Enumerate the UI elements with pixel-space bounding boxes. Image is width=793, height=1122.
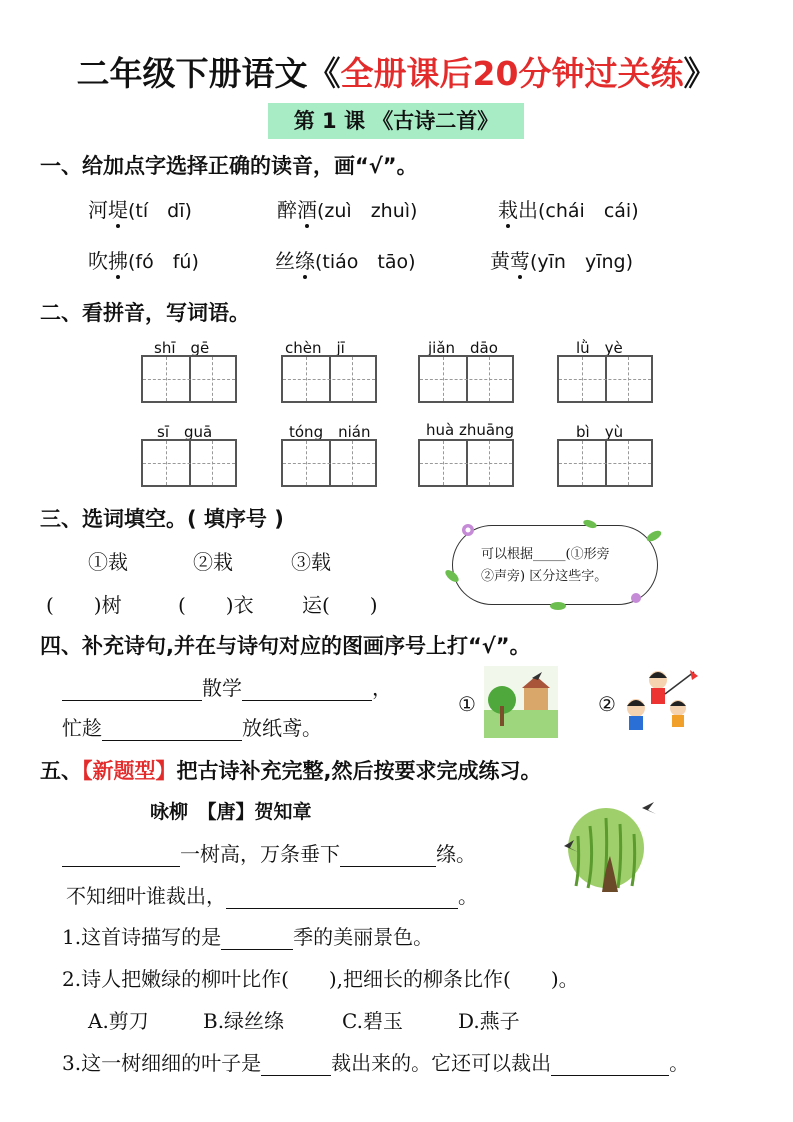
title-highlight: 全册课后20分钟过关练 (340, 54, 684, 93)
s3-blank-2[interactable]: ( )衣 (178, 593, 254, 617)
s1-item-4-options[interactable]: (fó fú) (128, 251, 199, 273)
question-2[interactable]: 2.诗人把嫩绿的柳叶比作( ),把细长的柳条比作( )。 (62, 967, 579, 991)
s4-line-2-end: 放纸鸢。 (242, 716, 322, 740)
section-5-heading (40, 755, 541, 785)
s2-pinyin-5: sī guā (157, 423, 213, 441)
s1-item-6-dotted: 莺 (510, 245, 530, 274)
s3-option-1: ①裁 (88, 550, 128, 574)
tip-line-1: 可以根据_____(①形旁 (481, 547, 610, 562)
s1-item-2-char: 醉 (277, 198, 297, 222)
s4-line-1-end: ， (372, 676, 392, 700)
question-3-mid: 裁出来的。它还可以裁出 (331, 1051, 552, 1075)
poem-blank-2[interactable] (340, 844, 436, 867)
s2-pinyin-8: bì yù (576, 423, 624, 441)
picture-1-school-scene-icon (484, 666, 558, 738)
s1-item-1 (88, 194, 192, 223)
s5-heading-prefix: 五、 (40, 759, 82, 783)
q2-option-d: D.燕子 (458, 1009, 520, 1033)
s2-pinyin-3: jiǎn dāo (428, 339, 498, 357)
question-1 (62, 921, 433, 950)
s1-item-4-char: 吹 (88, 249, 108, 273)
s4-line-1-text: 散学 (202, 676, 242, 700)
s2-grid-7[interactable] (418, 439, 514, 487)
poem-line-1-end: 绦。 (436, 842, 476, 866)
vine-decoration-icon (440, 518, 666, 612)
page-title (0, 48, 793, 95)
s1-item-4-dotted: 拂 (108, 245, 128, 274)
picture-2-kite-children-icon (620, 668, 698, 734)
s1-item-3-char: 出 (518, 198, 538, 222)
s1-item-2 (277, 194, 417, 223)
poem-line-1 (62, 838, 476, 867)
new-question-tag: 【新题型】 (82, 759, 177, 783)
poem-line-2-text: 不知细叶谁裁出， (66, 884, 226, 908)
willow-tree-icon (558, 796, 660, 894)
s2-pinyin-6: tóng nián (289, 423, 371, 441)
s4-blank-1[interactable] (62, 678, 202, 701)
s4-line-2 (62, 712, 322, 741)
s2-grid-3[interactable] (418, 355, 514, 403)
s2-grid-2[interactable] (281, 355, 377, 403)
question-1-text: 1.这首诗描写的是 (62, 925, 222, 949)
question-1-blank[interactable] (221, 927, 293, 950)
s3-blank-1[interactable]: ( )树 (46, 593, 122, 617)
s1-item-2-dotted: 酒 (297, 194, 317, 223)
s1-item-5-options[interactable]: (tiáo tāo) (315, 251, 416, 273)
s4-blank-2[interactable] (242, 678, 372, 701)
s2-grid-5[interactable] (141, 439, 237, 487)
section-2-heading: 二、看拼音，写词语。 (40, 301, 250, 325)
s3-option-2: ②栽 (193, 550, 233, 574)
question-3 (62, 1047, 689, 1076)
picture-1-number[interactable]: ① (458, 692, 476, 716)
title-prefix: 二年级下册语文《 (76, 54, 341, 93)
poem-line-1-text: 一树高，万条垂下 (180, 842, 340, 866)
q2-option-c: C.碧玉 (342, 1009, 403, 1033)
s2-pinyin-1: shī gē (154, 339, 210, 357)
s2-pinyin-7: huà zhuāng (426, 421, 515, 439)
s1-item-5-char: 丝 (275, 249, 295, 273)
s1-item-3 (498, 194, 639, 223)
s1-item-6-char: 黄 (490, 249, 510, 273)
section-1-heading: 一、给加点字选择正确的读音，画“√”。 (40, 154, 418, 178)
section-3-heading: 三、选词填空。( 填序号 ) (40, 507, 284, 531)
section-4-heading: 四、补充诗句,并在与诗句对应的图画序号上打“√”。 (40, 634, 531, 658)
s1-item-2-options[interactable]: (zuì zhuì) (317, 200, 418, 222)
poem-blank-1[interactable] (62, 844, 180, 867)
lesson-label: 第 1 课 《古诗二首》 (268, 103, 524, 139)
q2-option-b: B.绿丝绦 (203, 1009, 285, 1033)
s2-grid-8[interactable] (557, 439, 653, 487)
s2-grid-1[interactable] (141, 355, 237, 403)
s1-item-6 (490, 245, 633, 274)
s1-item-1-char: 河 (88, 198, 108, 222)
s3-blank-3[interactable]: 运( ) (302, 593, 378, 617)
poem-line-2-end: 。 (458, 884, 478, 908)
poem-blank-3[interactable] (226, 886, 458, 909)
question-3-text: 3.这一树细细的叶子是 (62, 1051, 262, 1075)
poem-line-2 (66, 880, 478, 909)
s1-item-3-options[interactable]: (chái cái) (538, 200, 639, 222)
s4-line-2-text: 忙趁 (62, 716, 102, 740)
s1-item-3-dotted: 栽 (498, 194, 518, 223)
picture-2-number[interactable]: ② (598, 692, 616, 716)
s3-option-3: ③载 (291, 550, 331, 574)
s2-pinyin-2: chèn jī (285, 339, 345, 357)
s1-item-4 (88, 245, 199, 274)
s4-line-1 (62, 672, 392, 701)
tip-line-2: ②声旁) 区分这些字。 (481, 569, 608, 584)
s1-item-5-dotted: 绦 (295, 245, 315, 274)
question-3-blank-2[interactable] (551, 1053, 669, 1076)
question-1-end: 季的美丽景色。 (293, 925, 434, 949)
s2-pinyin-4: lǜ yè (576, 339, 623, 357)
s1-item-1-options[interactable]: (tí dī) (128, 200, 192, 222)
s1-item-6-options[interactable]: (yīn yīng) (530, 251, 634, 273)
question-3-blank-1[interactable] (261, 1053, 331, 1076)
s1-item-5 (275, 245, 416, 274)
title-suffix: 》 (683, 54, 717, 93)
q2-option-a: A.剪刀 (88, 1009, 149, 1033)
s4-blank-3[interactable] (102, 718, 242, 741)
s1-item-1-dotted: 堤 (108, 194, 128, 223)
s2-grid-4[interactable] (557, 355, 653, 403)
question-3-end: 。 (669, 1051, 690, 1075)
s2-grid-6[interactable] (281, 439, 377, 487)
s5-heading-text: 把古诗补充完整,然后按要求完成练习。 (176, 759, 542, 783)
poem-title: 咏柳 【唐】贺知章 (150, 801, 312, 823)
